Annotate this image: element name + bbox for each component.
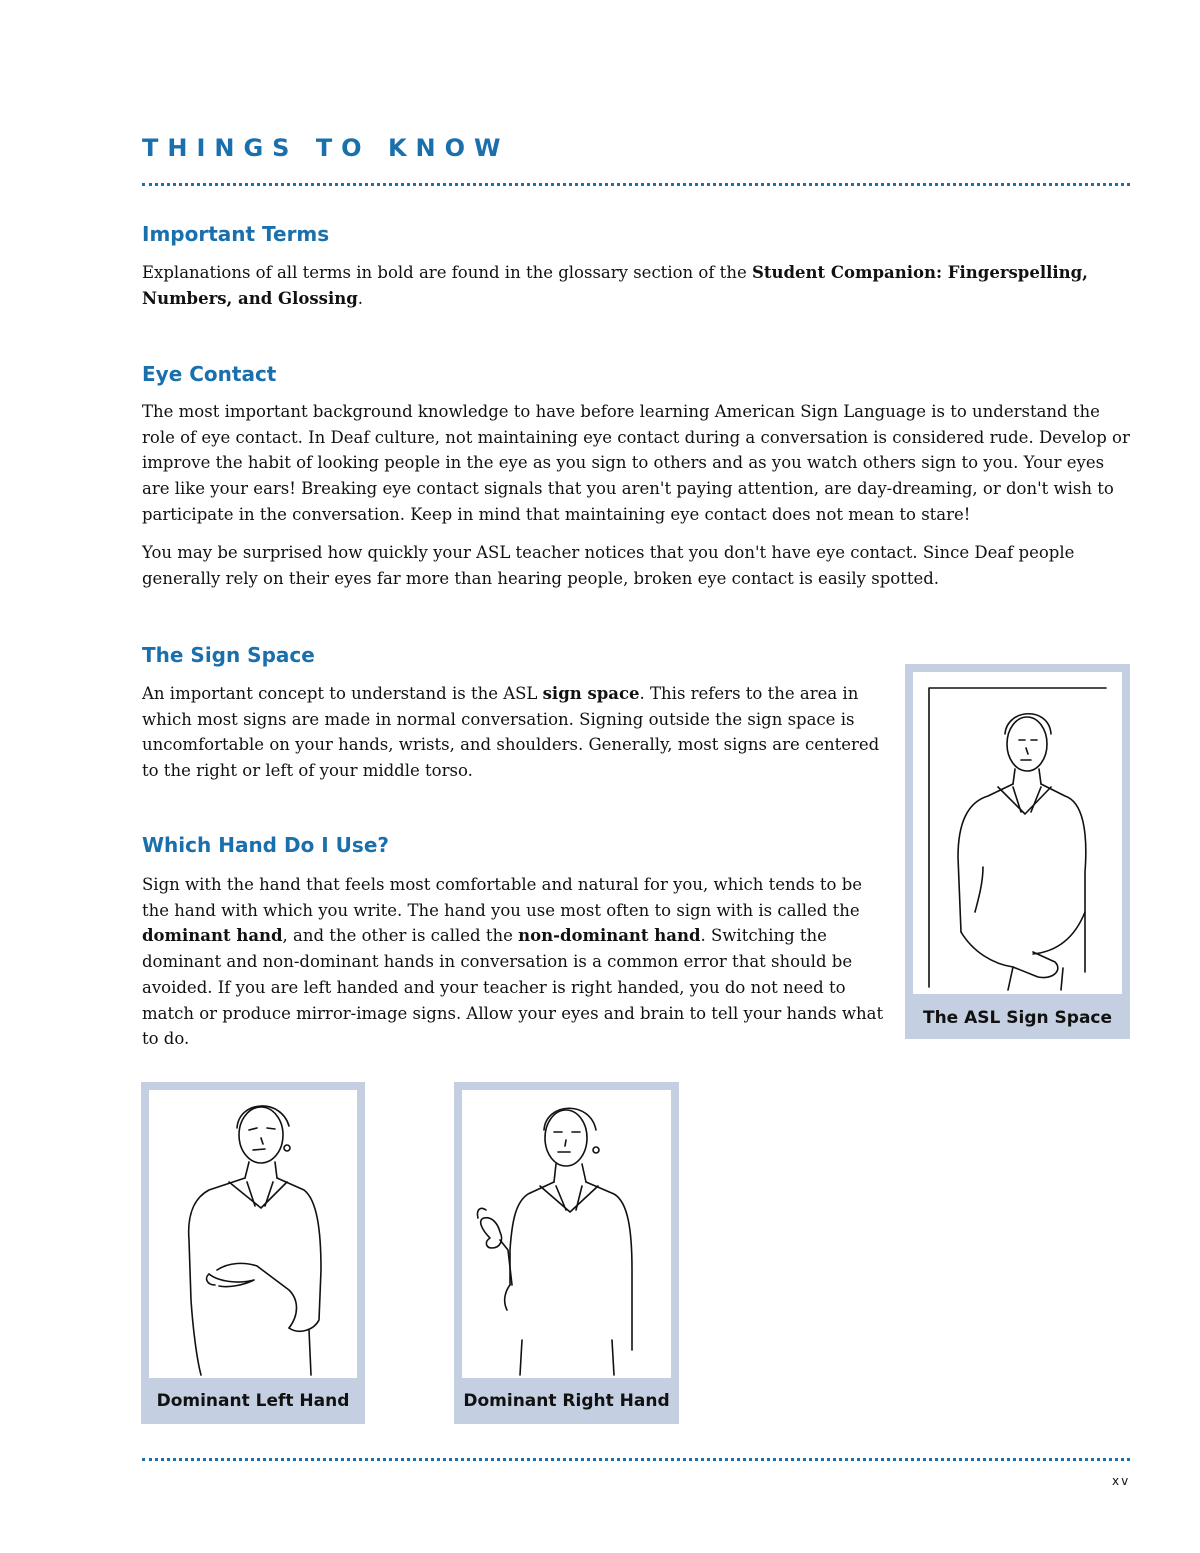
important-terms-heading: Important Terms: [142, 222, 330, 246]
sign-space-illustration-frame: [913, 672, 1122, 994]
left-hand-caption: Dominant Left Hand: [156, 1391, 350, 1411]
sign-space-person-illustration: [913, 672, 1122, 994]
sign-space-caption: The ASL Sign Space: [922, 1008, 1113, 1028]
important-terms-text-end: .: [357, 288, 364, 308]
bottom-dotted-divider: [142, 1458, 1130, 1461]
right-hand-illustration-frame: [462, 1090, 671, 1378]
eye-contact-paragraph-2: You may be surprised how quickly your ASL teacher notices that you don't have eye contact. Since Deaf people generally rely on their eyes far more than hearing people, broken eye contact is easily spotted.: [142, 543, 1075, 588]
page-title: THINGS TO KNOW: [142, 134, 510, 162]
important-terms-paragraph: [142, 260, 1122, 311]
which-hand-text-2: , and the other is called the: [282, 926, 519, 946]
important-terms-text: Explanations of all terms in bold are found in the glossary section of the: [142, 263, 752, 282]
eye-contact-heading: Eye Contact: [142, 362, 277, 386]
sign-space-heading: The Sign Space: [142, 643, 315, 667]
glossary-reference: Student Companion: Fingerspelling, Numbers, and Glossing: [142, 263, 1088, 308]
left-hand-person-illustration: [149, 1090, 357, 1378]
which-hand-heading: Which Hand Do I Use?: [142, 833, 389, 857]
sign-space-figure: [905, 664, 1130, 1039]
sign-space-paragraph: [142, 681, 887, 784]
sign-space-text: An important concept to understand is the ASL: [142, 684, 543, 703]
sign-space-text-end: . This refers to the area in which most signs are made in normal conversation. Signing outside the sign space is uncomfortable on your hands, wrists, and shoulders. Generally, most signs are centered to the right or left of your middle torso.: [142, 684, 880, 781]
which-hand-text-3: . Switching the dominant and non-dominant hands in conversation is a common error that should be avoided. If you are left handed and your teacher is right handed, you do not need to match or produce mirror-image signs. Allow your eyes and brain to tell your hands what to do.: [142, 926, 884, 1049]
dominant-right-hand-figure: [454, 1082, 679, 1424]
page-number: xv: [1112, 1474, 1131, 1488]
eye-contact-paragraph-1: The most important background knowledge to have before learning American Sign Language is to understand the role of eye contact. In Deaf culture, not maintaining eye contact during a conversation is considered rude. Develop or improve the habit of looking people in the eye as you sign to others and as you watch others sign to you. Your eyes are like your ears! Breaking eye contact signals that you aren't paying attention, are day-dreaming, or don't wish to participate in the conversation. Keep in mind that maintaining eye contact does not mean to stare!: [142, 402, 1130, 524]
dominant-hand-term: dominant hand: [142, 926, 283, 946]
dominant-left-hand-figure: [141, 1082, 365, 1424]
top-dotted-divider: [142, 183, 1130, 186]
which-hand-text: Sign with the hand that feels most comfortable and natural for you, which tends to be the hand with which you write. The hand you use most often to sign with is called the: [142, 875, 863, 920]
sign-space-term: sign space: [542, 684, 640, 703]
right-hand-person-illustration: [462, 1090, 671, 1378]
which-hand-paragraph: [142, 872, 887, 1052]
left-hand-illustration-frame: [149, 1090, 357, 1378]
non-dominant-hand-term: non-dominant hand: [518, 926, 701, 946]
right-hand-caption: Dominant Right Hand: [463, 1391, 670, 1411]
